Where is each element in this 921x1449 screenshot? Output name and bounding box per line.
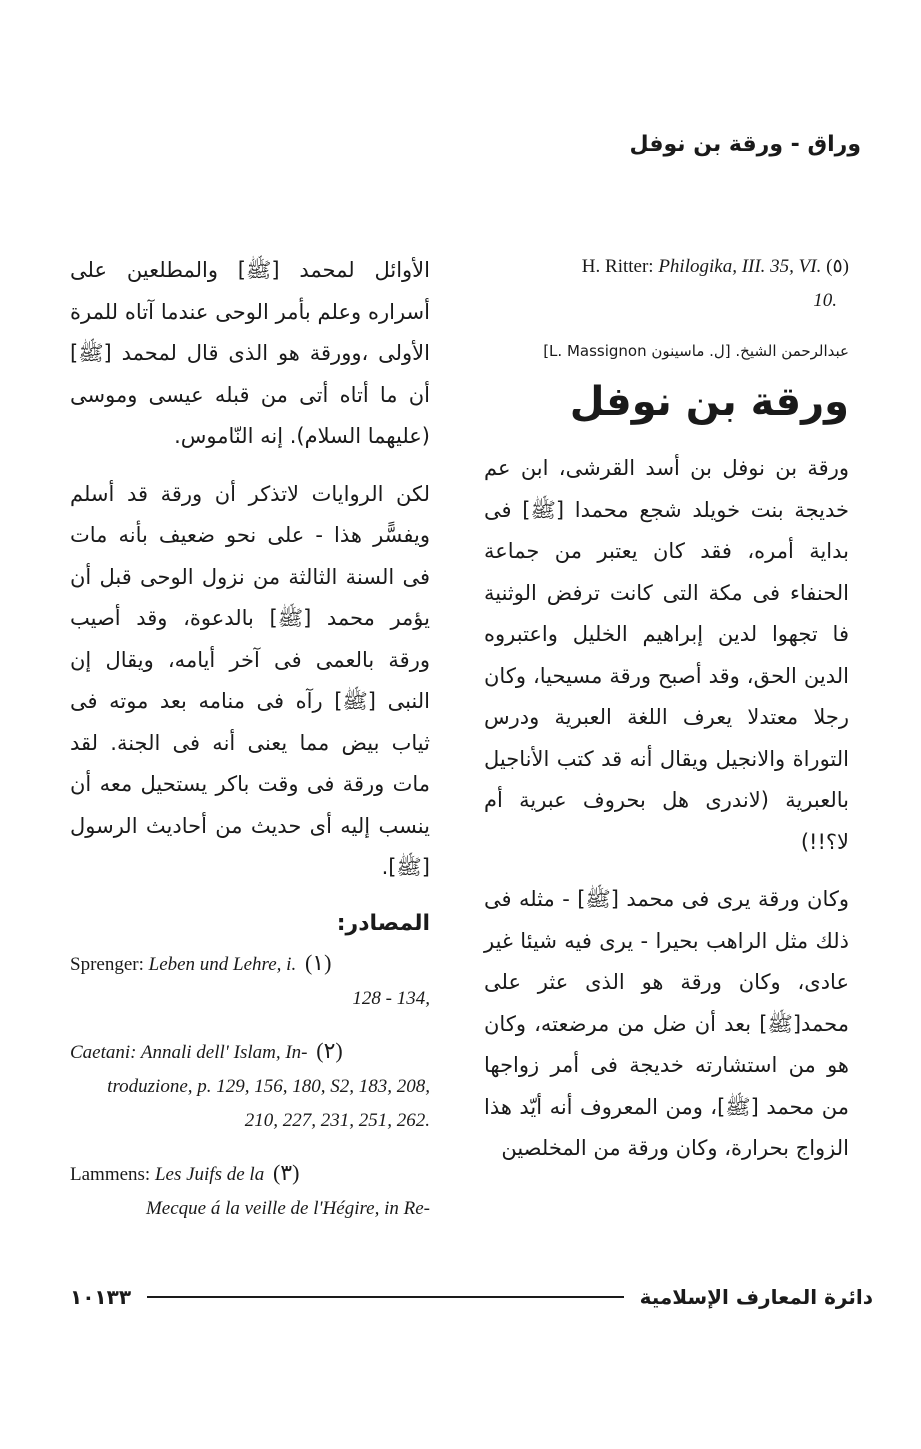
left-paragraph-2: لكن الروايات لاتذكر أن ورقة قد أسلم ويفسًّر هذا - على نحو ضعيف بأنه مات فى السنة الثالثة من نزول الوحى قبل أن يؤمر محمد [ﷺ] بالدعوة، وقد أصيب ورقة بالعمى فى آخر أيامه، ويقال إن النبى [ﷺ] رآه فى منامه بعد موته فى ثياب بيض مما يعنى أنه فى الجنة. لقد مات ورقة فى وقت باكر يستحيل معه أن ينسب إليه أى حديث من أحاديث الرسول [ﷺ].	[70, 481, 430, 879]
reference-5-number: (٥)	[826, 256, 849, 277]
right-column	[484, 250, 849, 1170]
reference-3-italic: Les Juifs de la	[154, 1163, 265, 1185]
reference-3-continuation: Mecque á la veille de l'Hégire, in Re-	[145, 1197, 430, 1219]
reference-3-number: (٣)	[272, 1159, 300, 1185]
reference-5	[484, 250, 849, 318]
reference-3	[70, 1156, 430, 1226]
reference-2-italic: Caetani: Annali dell' Islam, In-	[70, 1041, 308, 1063]
right-paragraph-2: وكان ورقة يرى فى محمد [ﷺ] - مثله فى ذلك مثل الراهب بحيرا - يرى فيه شيئا غير عادى، وكان ورقة هو الذى عثر على محمد[ﷺ] بعد أن ضل من مرضعته، وكان هو من استشارته خديجة فى أمر زواجها من محمد [ﷺ]، ومن المعروف أنه أيّد هذا الزواج بحرارة، وكان ورقة من المخلصين	[484, 887, 849, 1160]
article-title: ورقة بن نوفل	[569, 379, 849, 425]
reference-2	[70, 1034, 430, 1138]
reference-2-number: (٢)	[316, 1037, 343, 1063]
running-header: وراق - ورقة بن نوفل	[629, 132, 861, 157]
page-footer	[70, 1282, 873, 1312]
reference-2-continuation: troduzione, p. 129, 156, 180, S2, 183, 208, 210, 227, 231, 251, 262.	[107, 1075, 430, 1131]
journal-name: دائرة المعارف الإسلامية	[639, 1285, 873, 1309]
reference-5-italic: Philogika, III. 35, VI.	[658, 256, 822, 277]
footer-rule	[147, 1296, 624, 1298]
left-paragraph-1: الأوائل لمحمد [ﷺ] والمطلعين على أسراره وعلم بأمر الوحى عندما آتاه للمرة الأولى ،وورقة هو الذى قال لمحمد [ﷺ] أن ما أتاه أتى من قبله عيسى وموسى (عليهما السلام). إنه النّاموس.	[70, 258, 430, 448]
left-column	[70, 250, 430, 1244]
reference-3-text: Lammens:	[70, 1163, 155, 1185]
reference-1-continuation: 128 - 134,	[352, 987, 430, 1009]
page-number: ١٠١٣٣	[70, 1285, 132, 1309]
reference-1-number: (١)	[304, 949, 332, 975]
reference-1-italic: Leben und Lehre, i.	[148, 953, 297, 975]
sources-heading: المصادر:	[336, 910, 430, 936]
right-paragraph-1: ورقة بن نوفل بن أسد القرشى، ابن عم خديجة بنت خويلد شجع محمدا [ﷺ] فى بداية أمره، فقد كان يعتبر من جماعة الحنفاء فى مكة التى كانت ترفض الوثنية فا تجهوا لدين إبراهيم الخليل واعتبروه الدين الحق، وقد أصبح ورقة مسيحيا، وكان رجلا معتدلا يعرف اللغة العبرية ودرس التوراة والانجيل ويقال أنه قد كتب الأناجيل بالعبرية (لاندرى هل بحروف عبرية أم لا؟!!)	[484, 456, 849, 854]
reference-1-text: Sprenger:	[70, 953, 149, 975]
author-line: عبدالرحمن الشيخ. [ل. ماسينون L. Massignon]	[543, 342, 849, 360]
reference-1	[70, 946, 430, 1016]
reference-5-continuation: 10.	[813, 290, 837, 311]
reference-5-text: H. Ritter:	[581, 256, 659, 277]
